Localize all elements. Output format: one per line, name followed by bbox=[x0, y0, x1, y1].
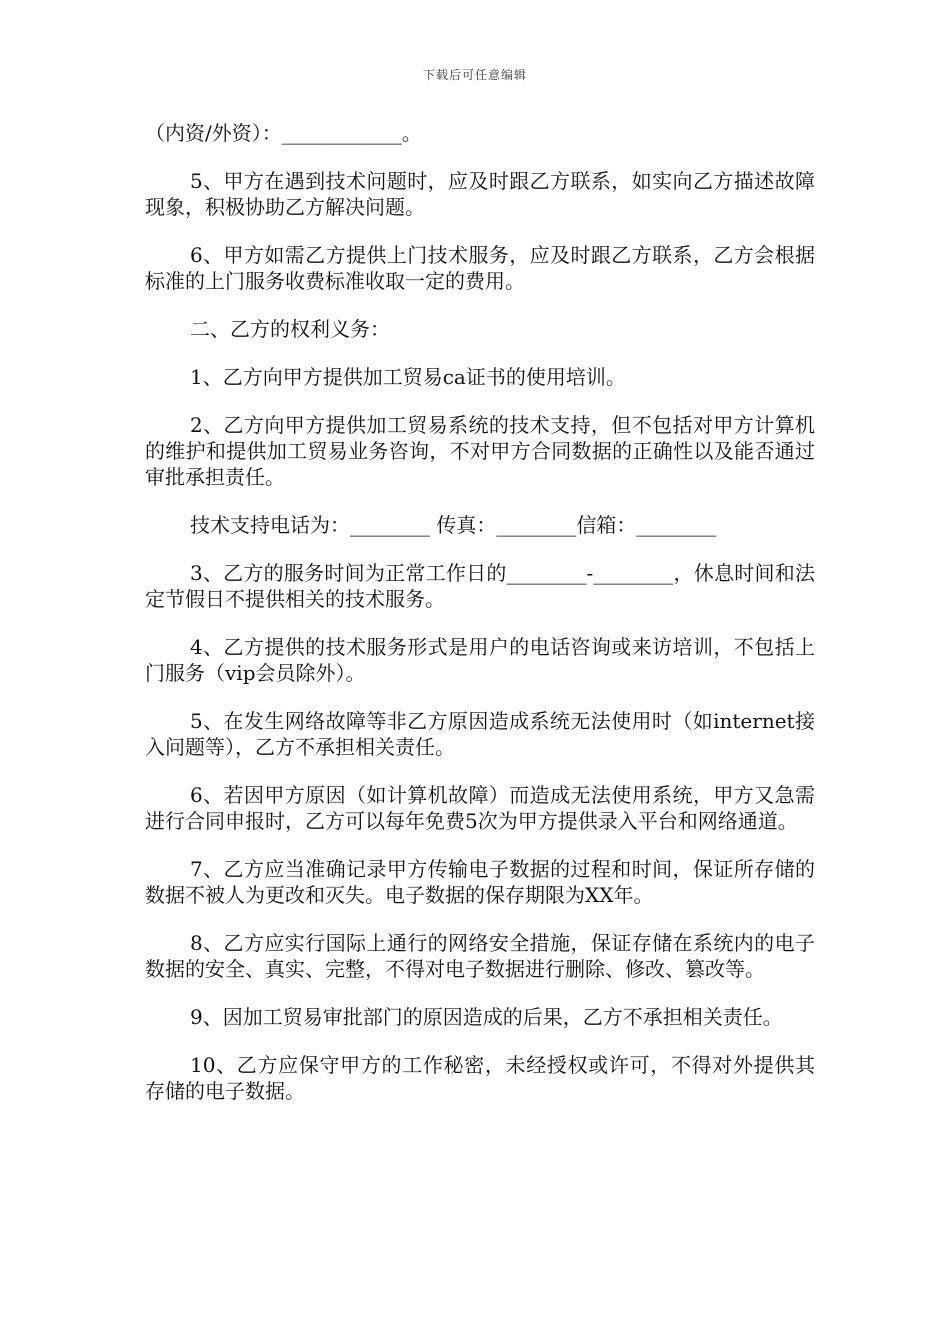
paragraph-party-b-4: 4、乙方提供的技术服务形式是用户的电话咨询或来访培训，不包括上门服务（vip会员除外）。 bbox=[145, 635, 815, 685]
paragraph-party-b-7: 7、乙方应当准确记录甲方传输电子数据的过程和时间，保证所存储的数据不被人为更改和灭失。电子数据的保存期限为XX年。 bbox=[145, 857, 815, 907]
paragraph-party-b-1: 1、乙方向甲方提供加工贸易ca证书的使用培训。 bbox=[190, 365, 626, 389]
document-body bbox=[145, 120, 815, 1126]
section-heading-party-b: 二、乙方的权利义务： bbox=[190, 317, 390, 341]
paragraph-party-a-6: 6、甲方如需乙方提供上门技术服务，应及时跟乙方联系，乙方会根据标准的上门服务收费标准收取一定的费用。 bbox=[145, 243, 815, 293]
paragraph-party-b-10: 10、乙方应保守甲方的工作秘密，未经授权或许可，不得对外提供其存储的电子数据。 bbox=[145, 1053, 815, 1103]
paragraph-party-b-2: 2、乙方向甲方提供加工贸易系统的技术支持，但不包括对甲方计算机的维护和提供加工贸易业务咨询，不对甲方合同数据的正确性以及能否通过审批承担责任。 bbox=[145, 413, 815, 489]
paragraph-party-a-5: 5、甲方在遇到技术问题时，应及时跟乙方联系，如实向乙方描述故障现象，积极协助乙方解决问题。 bbox=[145, 169, 815, 219]
paragraph-party-b-3: 3、乙方的服务时间为正常工作日的________-________，休息时间和法定节假日不提供相关的技术服务。 bbox=[145, 561, 815, 611]
paragraph-party-b-5: 5、在发生网络故障等非乙方原因造成系统无法使用时（如internet接入问题等），乙方不承担相关责任。 bbox=[145, 709, 815, 759]
paragraph-capital-type: （内资/外资）：____________。 bbox=[145, 121, 422, 145]
paragraph-party-b-8: 8、乙方应实行国际上通行的网络安全措施，保证存储在系统内的电子数据的安全、真实、完整，不得对电子数据进行删除、修改、篡改等。 bbox=[145, 931, 815, 981]
paragraph-party-b-9: 9、因加工贸易审批部门的原因造成的后果，乙方不承担相关责任。 bbox=[190, 1005, 783, 1029]
page-header: 下载后可任意编辑 bbox=[422, 68, 527, 82]
paragraph-party-b-6: 6、若因甲方原因（如计算机故障）而造成无法使用系统，甲方又急需进行合同申报时，乙方可以每年免费5次为甲方提供录入平台和网络通道。 bbox=[145, 783, 815, 833]
paragraph-support-contact: 技术支持电话为：________ 传真：________信箱：________ bbox=[190, 513, 717, 537]
